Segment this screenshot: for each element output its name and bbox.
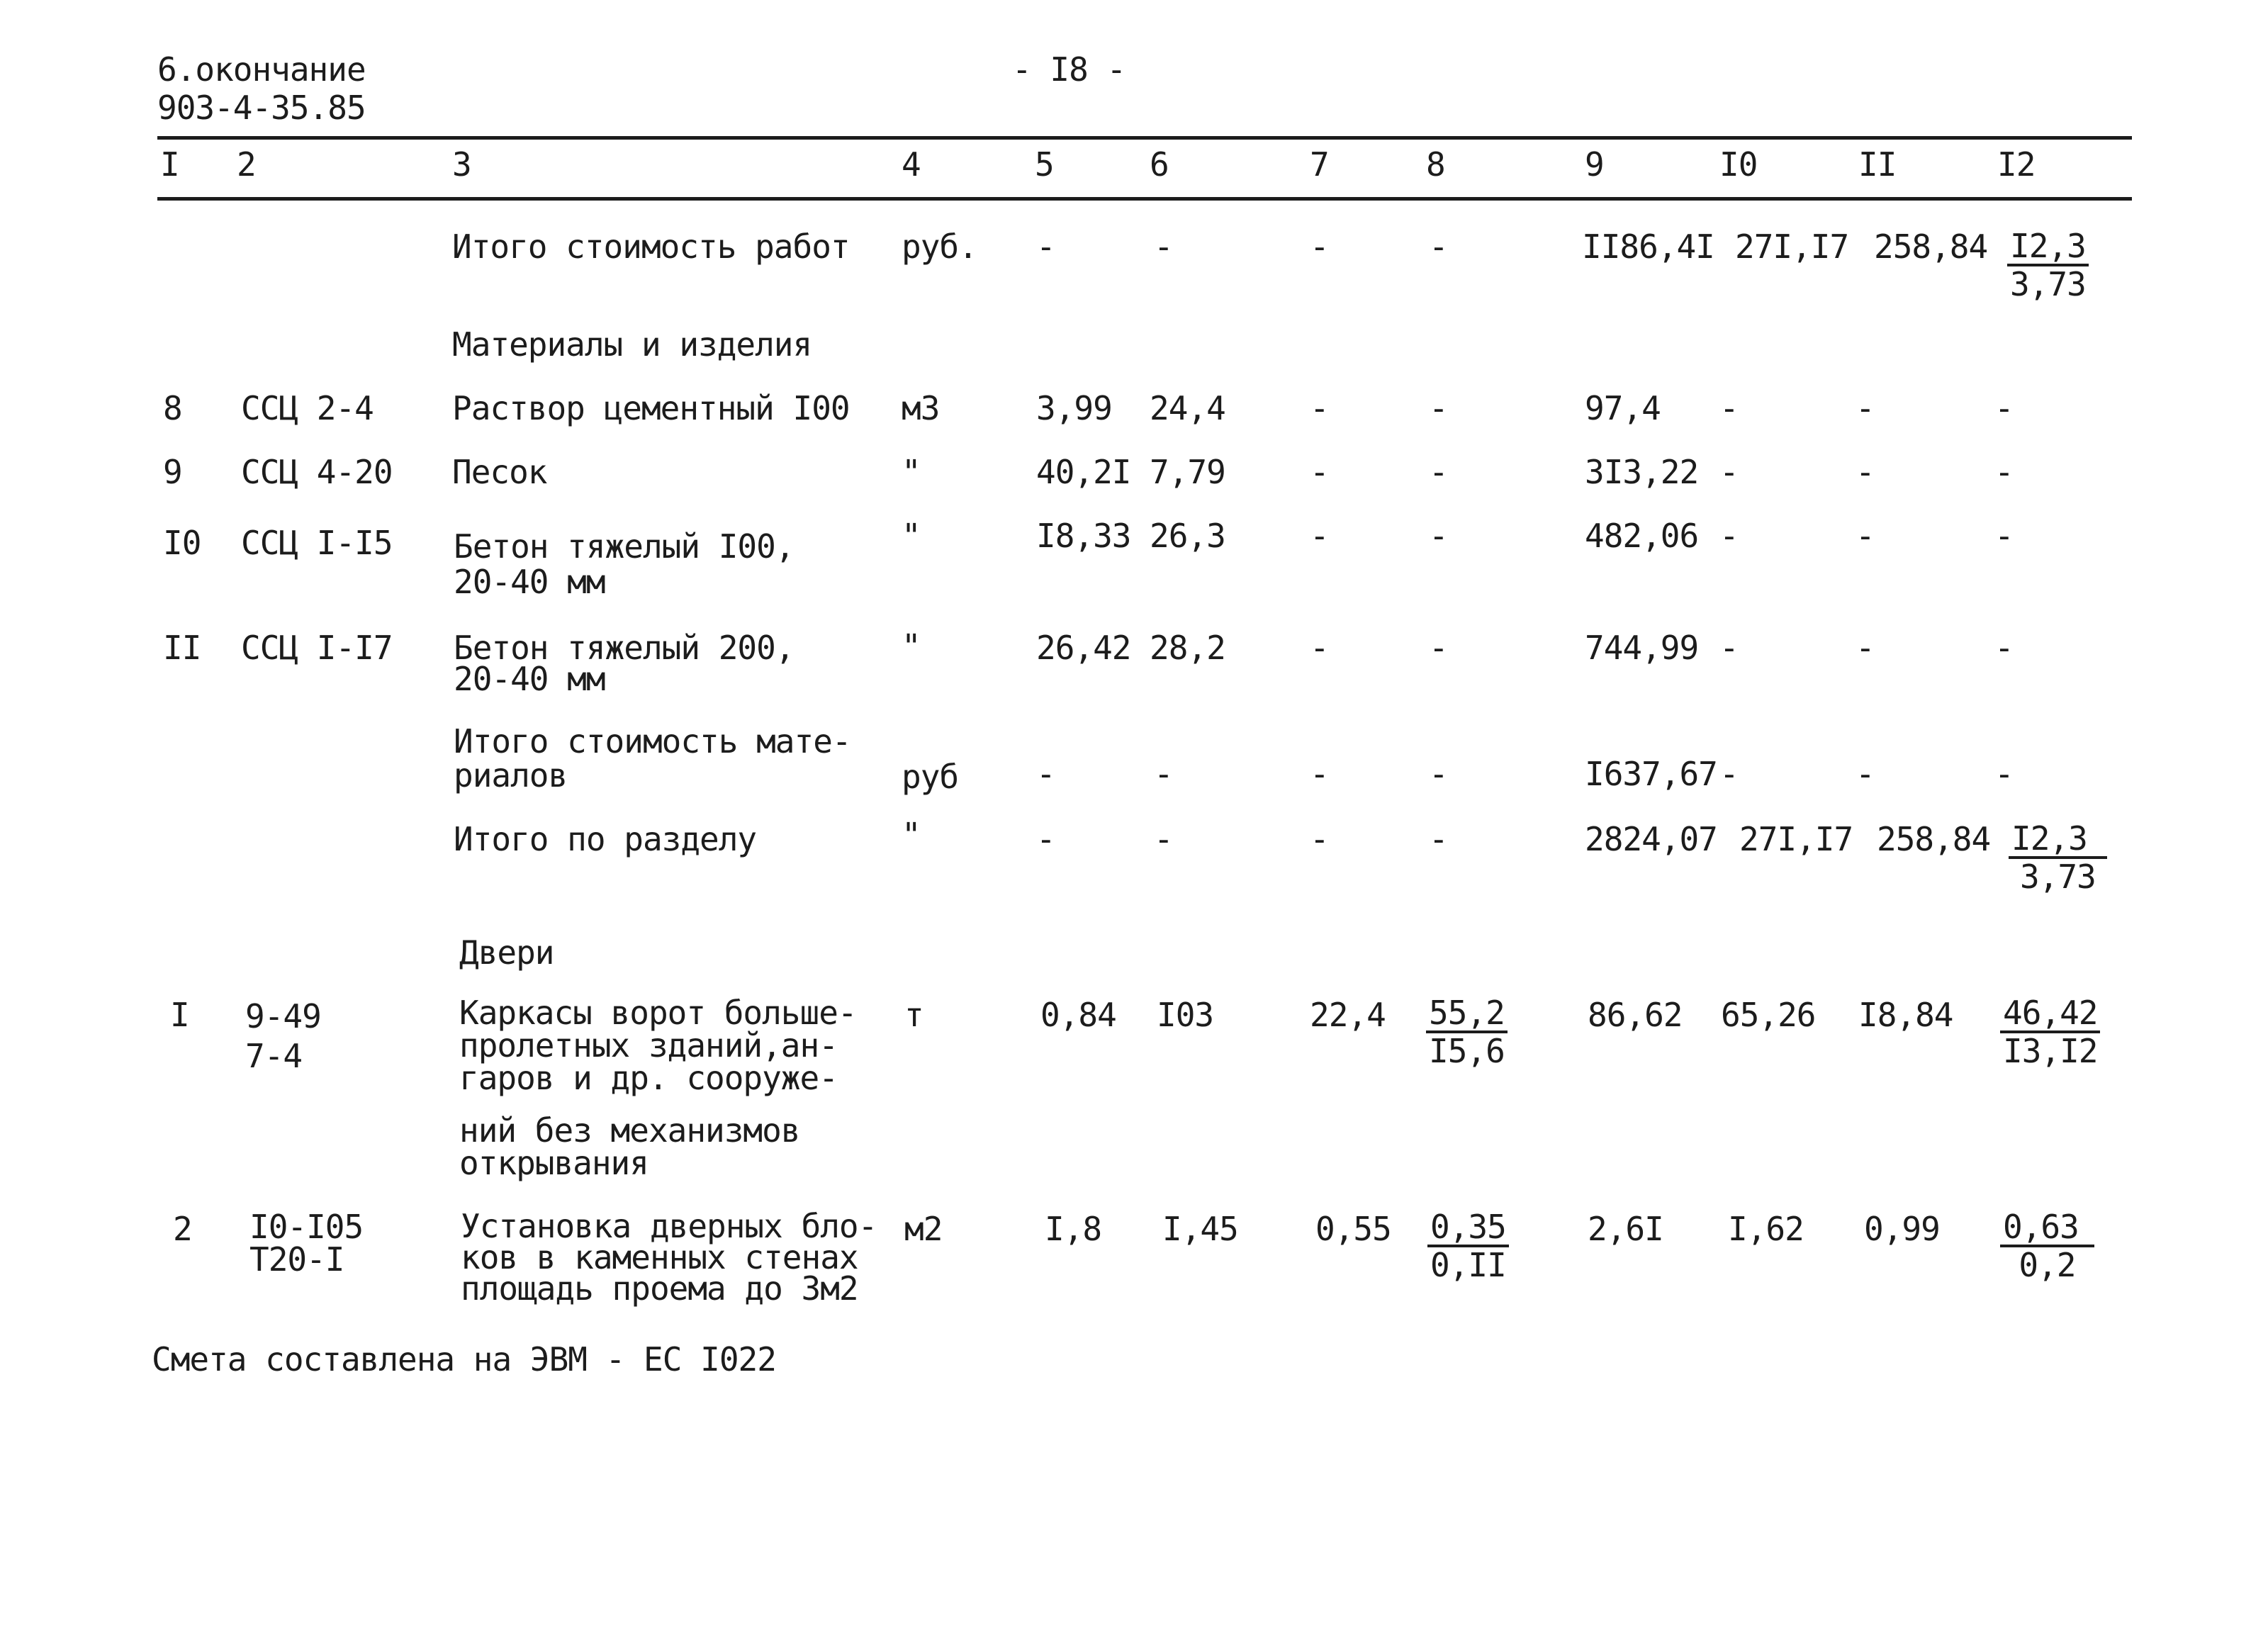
cell-col12: - bbox=[1994, 629, 2014, 667]
cell-col5: 0,84 bbox=[1040, 996, 1116, 1034]
fraction-denominator: 0,II bbox=[1430, 1246, 1506, 1284]
cell-col8: - bbox=[1429, 629, 1448, 667]
cell-col5: I8,33 bbox=[1036, 517, 1131, 555]
cell-col10: 27I,I7 bbox=[1739, 820, 1853, 858]
cell-col11: - bbox=[1856, 755, 1875, 793]
cell-col8: - bbox=[1429, 228, 1448, 266]
row-unit: " bbox=[902, 816, 921, 854]
row-number: I0 bbox=[163, 524, 201, 562]
cell-col6: - bbox=[1154, 820, 1173, 858]
row-unit: " bbox=[902, 627, 921, 665]
cell-col10: 65,26 bbox=[1721, 996, 1816, 1034]
row-name-continued: ний без механизмов открывания bbox=[459, 1111, 800, 1182]
fraction-denominator: 3,73 bbox=[2010, 265, 2086, 303]
cell-col10: - bbox=[1719, 629, 1739, 667]
col-header-5: 5 bbox=[1035, 145, 1054, 184]
cell-col5: - bbox=[1036, 755, 1055, 793]
fraction-col12 bbox=[2007, 228, 2089, 302]
cell-col6: 28,2 bbox=[1150, 629, 1225, 667]
cell-col9: 97,4 bbox=[1585, 389, 1661, 427]
document-code: 903-4-35.85 bbox=[157, 89, 366, 127]
fraction-col8 bbox=[1426, 995, 1508, 1069]
row-unit: т bbox=[904, 996, 924, 1034]
row-unit: м2 bbox=[904, 1210, 943, 1248]
cell-col11: - bbox=[1856, 453, 1875, 491]
col-header-10: I0 bbox=[1719, 145, 1758, 184]
col-header-12: I2 bbox=[1997, 145, 2036, 184]
row-code: ССЦ 4-20 bbox=[241, 453, 393, 491]
materials-heading: Материалы и изделия bbox=[452, 325, 812, 364]
cell-col9: II86,4I bbox=[1582, 228, 1714, 266]
fraction-numerator: 55,2 bbox=[1426, 995, 1508, 1033]
cell-col9: 744,99 bbox=[1585, 629, 1699, 667]
cell-col8: - bbox=[1429, 389, 1448, 427]
fraction-denominator: I3,I2 bbox=[2003, 1032, 2098, 1070]
cell-col9: I637,67 bbox=[1585, 755, 1717, 793]
cell-col11: 0,99 bbox=[1864, 1210, 1940, 1248]
cell-col11: - bbox=[1856, 517, 1875, 555]
row-code: 9-49 7-4 bbox=[245, 997, 321, 1075]
row-number: 9 bbox=[163, 453, 182, 491]
col-header-2: 2 bbox=[237, 145, 256, 184]
row-code: ССЦ I-I5 bbox=[241, 524, 393, 562]
row-name: Итого стоимость мате- риалов bbox=[454, 722, 851, 794]
cell-col9: 482,06 bbox=[1585, 517, 1699, 555]
col-header-3: 3 bbox=[452, 145, 471, 184]
cell-col10: - bbox=[1719, 389, 1739, 427]
row-number: I bbox=[170, 996, 189, 1034]
footer-note: Смета составлена на ЭВМ - ЕС I022 bbox=[152, 1340, 776, 1378]
cell-col9: 86,62 bbox=[1588, 996, 1683, 1034]
row-number: II bbox=[163, 629, 201, 667]
header-top-rule bbox=[157, 136, 2132, 140]
cell-col12: - bbox=[1994, 517, 2014, 555]
fraction-numerator: 0,63 bbox=[2000, 1209, 2094, 1247]
fraction-numerator: 46,42 bbox=[2000, 995, 2100, 1033]
fraction-numerator: I2,3 bbox=[2009, 821, 2107, 859]
cell-col9: 3I3,22 bbox=[1585, 453, 1699, 491]
row-unit: " bbox=[902, 453, 921, 491]
cell-col7: - bbox=[1310, 820, 1329, 858]
cell-col8: - bbox=[1429, 755, 1448, 793]
fraction-denominator: I5,6 bbox=[1429, 1032, 1505, 1070]
col-header-7: 7 bbox=[1310, 145, 1329, 184]
cell-col7: - bbox=[1310, 755, 1329, 793]
cell-col7: 22,4 bbox=[1310, 996, 1386, 1034]
cell-col6: 7,79 bbox=[1150, 453, 1225, 491]
cell-col9: 2,6I bbox=[1588, 1210, 1663, 1248]
cell-col6: 24,4 bbox=[1150, 389, 1225, 427]
header-bottom-rule bbox=[157, 197, 2132, 201]
cell-col7: 0,55 bbox=[1315, 1210, 1391, 1248]
cell-col11: - bbox=[1856, 389, 1875, 427]
row-code: ССЦ I-I7 bbox=[241, 629, 393, 667]
cell-col11: - bbox=[1856, 629, 1875, 667]
cell-col10: - bbox=[1719, 453, 1739, 491]
col-header-6: 6 bbox=[1150, 145, 1169, 184]
cell-col5: I,8 bbox=[1045, 1210, 1102, 1248]
fraction-col12 bbox=[2000, 1209, 2094, 1283]
row-name: Итого по разделу bbox=[454, 820, 757, 858]
cell-col8: - bbox=[1429, 517, 1448, 555]
row-number: 8 bbox=[163, 389, 182, 427]
cell-col7: - bbox=[1310, 629, 1329, 667]
row-unit: м3 bbox=[902, 389, 940, 427]
cell-col10: - bbox=[1719, 755, 1739, 793]
row-name: Каркасы ворот больше- пролетных зданий,ан- гаров и др. сооруже- bbox=[459, 994, 857, 1097]
cell-col11: 258,84 bbox=[1874, 228, 1988, 266]
row-unit: руб bbox=[902, 758, 959, 796]
cell-col7: - bbox=[1310, 453, 1329, 491]
fraction-denominator: 3,73 bbox=[2020, 858, 2096, 896]
col-header-9: 9 bbox=[1585, 145, 1604, 184]
row-name: Бетон тяжелый I00, 20-40 мм bbox=[454, 527, 795, 601]
cell-col6: - bbox=[1154, 755, 1173, 793]
cell-col10: 27I,I7 bbox=[1735, 228, 1849, 266]
cell-col10: - bbox=[1719, 517, 1739, 555]
sheet-note: 6.окончание bbox=[157, 50, 366, 89]
col-header-1: I bbox=[160, 145, 179, 184]
col-header-11: II bbox=[1858, 145, 1897, 184]
fraction-numerator: 0,35 bbox=[1427, 1209, 1509, 1247]
fraction-col8 bbox=[1427, 1209, 1509, 1283]
row-unit: " bbox=[902, 517, 921, 555]
cell-col5: 26,42 bbox=[1036, 629, 1131, 667]
col-header-8: 8 bbox=[1426, 145, 1445, 184]
cell-col7: - bbox=[1310, 389, 1329, 427]
cell-col12: - bbox=[1994, 453, 2014, 491]
cell-col6: - bbox=[1154, 228, 1173, 266]
cell-col12: - bbox=[1994, 755, 2014, 793]
cell-col9: 2824,07 bbox=[1585, 820, 1717, 858]
cell-col7: - bbox=[1310, 228, 1329, 266]
row-name: Песок bbox=[452, 453, 547, 491]
cell-col6: I03 bbox=[1157, 996, 1214, 1034]
cell-col12: - bbox=[1994, 389, 2014, 427]
row-code: ССЦ 2-4 bbox=[241, 389, 374, 427]
cell-col11: I8,84 bbox=[1858, 996, 1953, 1034]
cell-col8: - bbox=[1429, 820, 1448, 858]
col-header-4: 4 bbox=[902, 145, 921, 184]
fraction-col12 bbox=[2009, 821, 2107, 894]
cell-col6: I,45 bbox=[1162, 1210, 1238, 1248]
doors-heading: Двери bbox=[459, 933, 554, 972]
row-name: Раствор цементный I00 bbox=[452, 389, 850, 427]
cell-col5: - bbox=[1036, 820, 1055, 858]
cell-col8: - bbox=[1429, 453, 1448, 491]
fraction-numerator: I2,3 bbox=[2007, 228, 2089, 266]
cell-col6: 26,3 bbox=[1150, 517, 1225, 555]
fraction-col12 bbox=[2000, 995, 2100, 1069]
cell-col11: 258,84 bbox=[1877, 820, 1991, 858]
fraction-denominator: 0,2 bbox=[2019, 1246, 2076, 1284]
cell-col10: I,62 bbox=[1728, 1210, 1804, 1248]
row-code: I0-I05 Т20-I bbox=[249, 1208, 364, 1279]
cell-col5: 3,99 bbox=[1036, 389, 1112, 427]
row-unit: руб. bbox=[902, 228, 977, 266]
row-name: Бетон тяжелый 200, 20-40 мм bbox=[454, 629, 795, 698]
cell-col5: 40,2I bbox=[1036, 453, 1131, 491]
row-name: Установка дверных бло- ков в каменных стенах площадь проема до 3м2 bbox=[461, 1207, 877, 1308]
page-number: - I8 - bbox=[1012, 50, 1126, 89]
cell-col5: - bbox=[1036, 228, 1055, 266]
cell-col7: - bbox=[1310, 517, 1329, 555]
row-name: Итого стоимость работ bbox=[452, 228, 850, 266]
row-number: 2 bbox=[173, 1210, 192, 1248]
